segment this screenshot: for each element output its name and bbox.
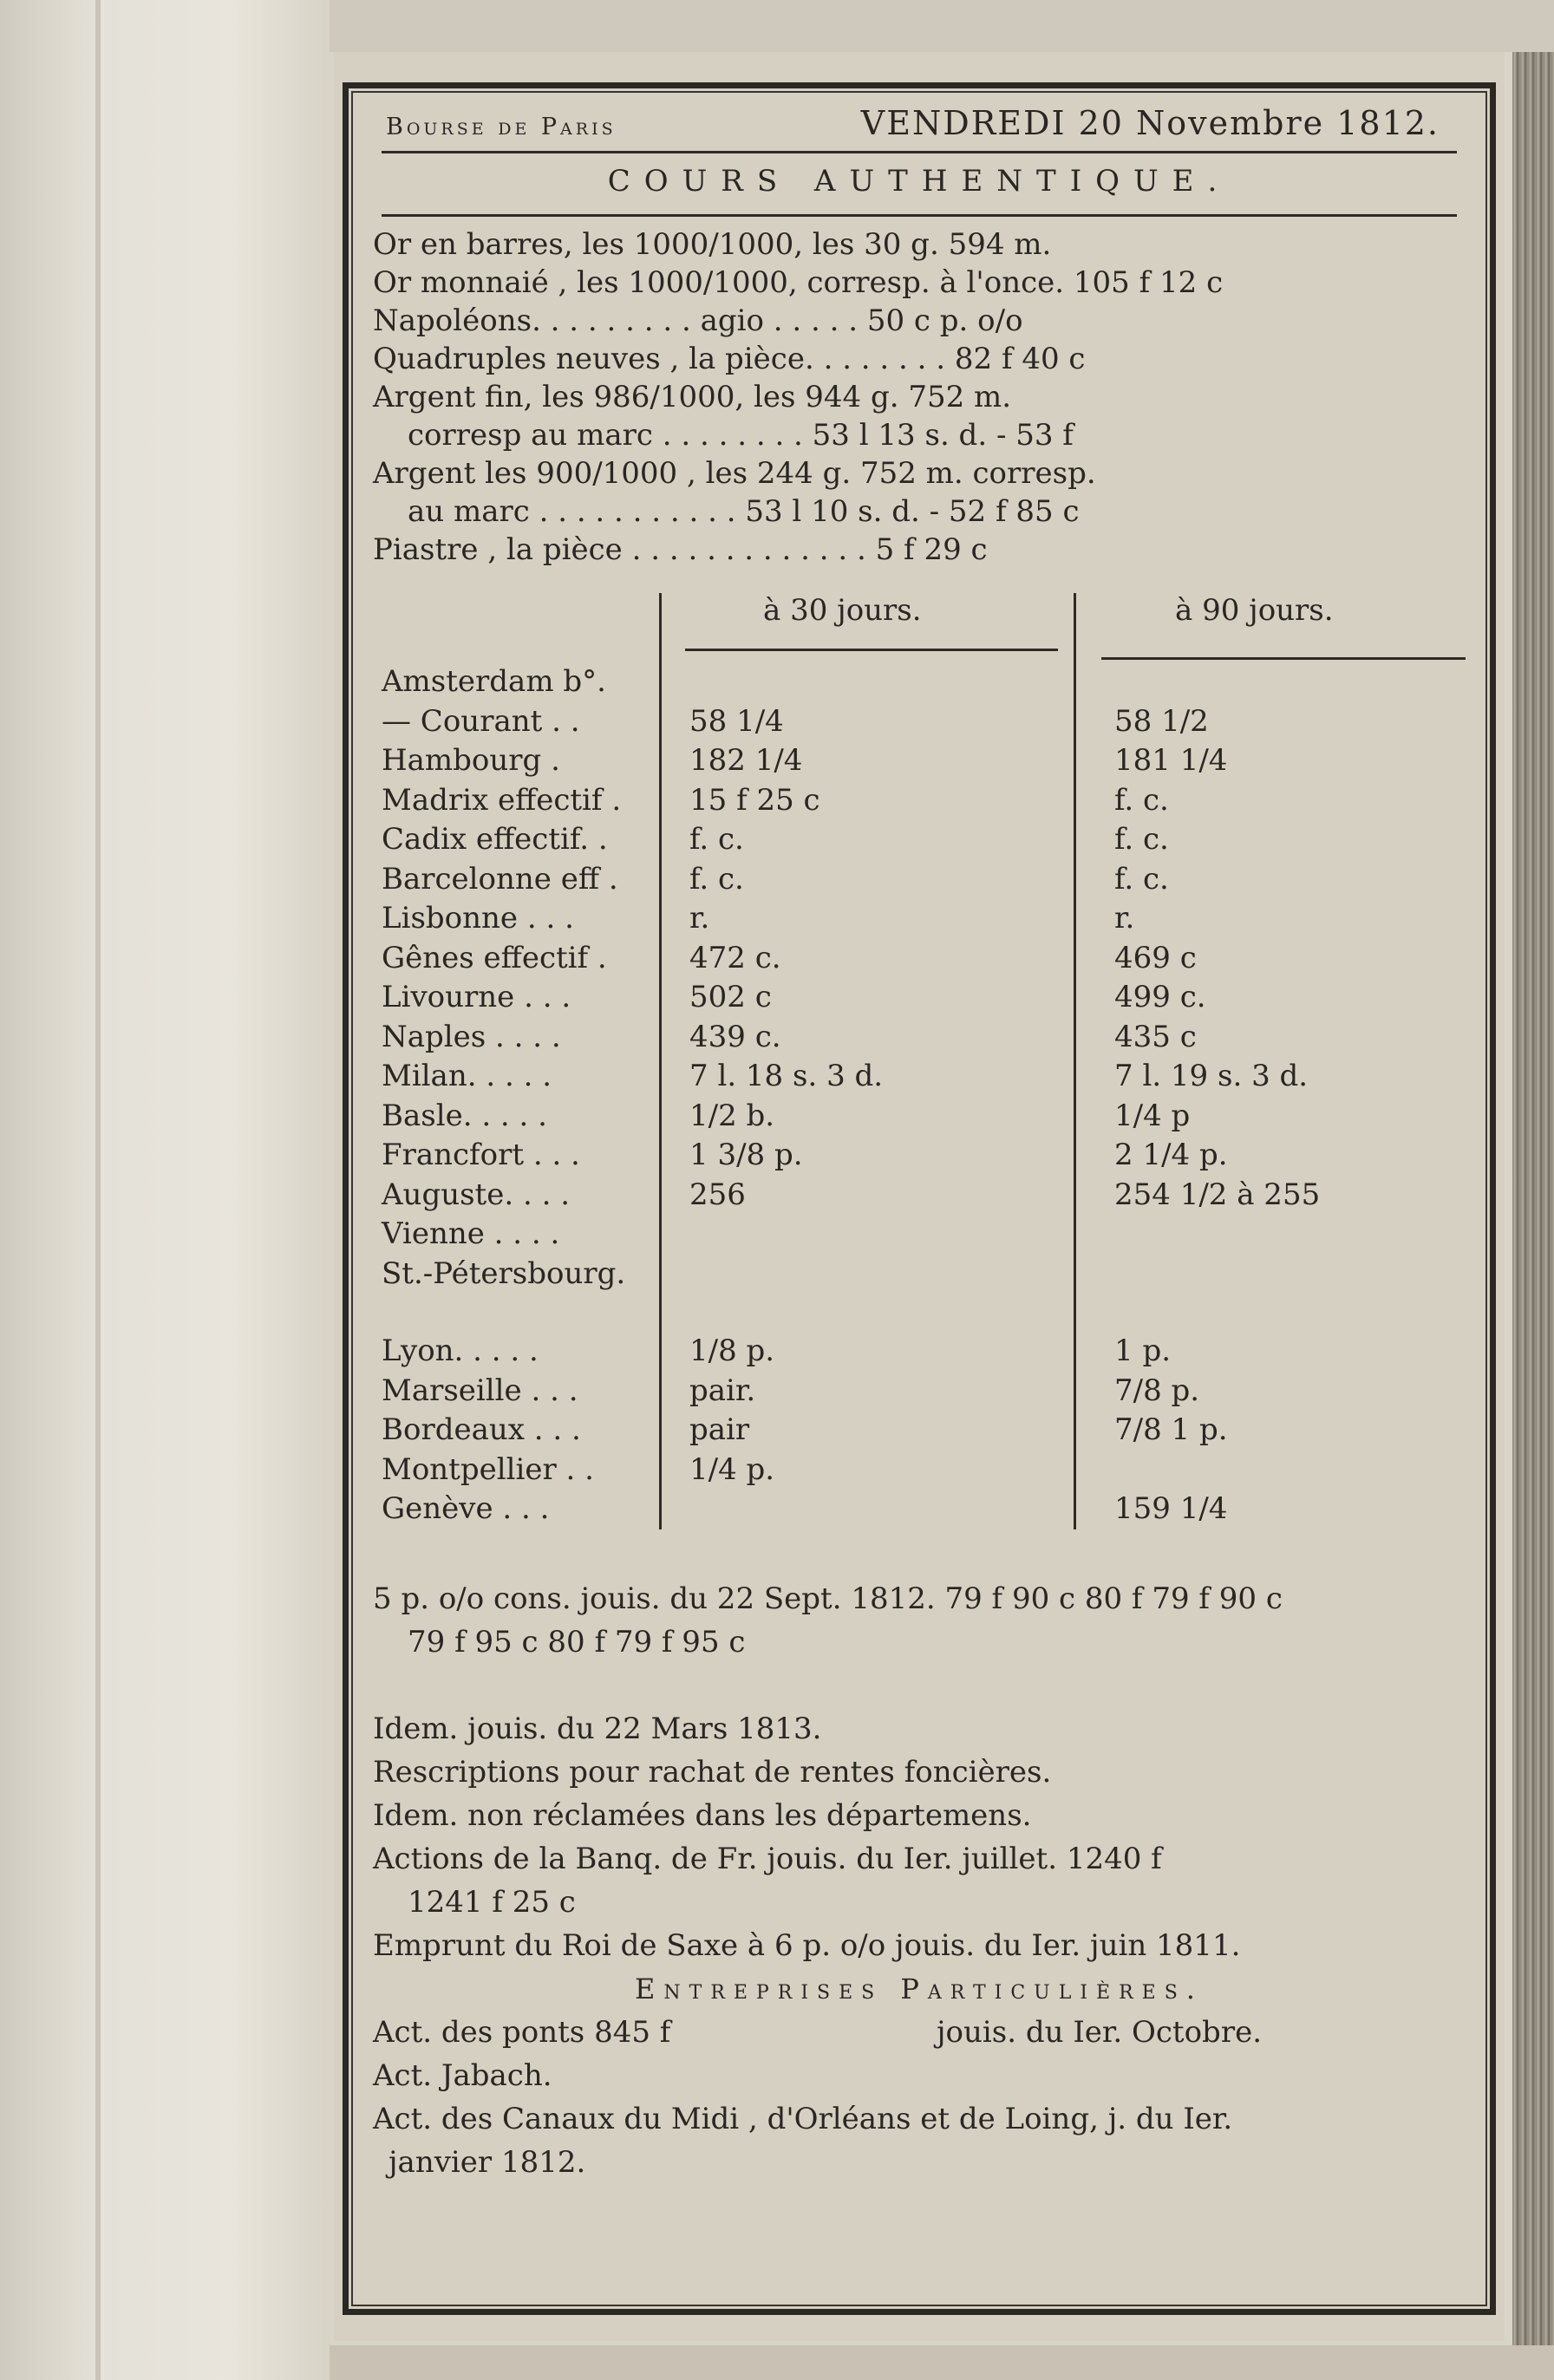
- rate-90: 254 1/2 à 255: [1114, 1177, 1321, 1212]
- rate-30: 1 3/8 p.: [689, 1138, 803, 1172]
- table-row: [373, 1411, 1466, 1451]
- rate-30: r.: [689, 901, 710, 936]
- fund-line: Actions de la Banq. de Fr. jouis. du Ier. juillet. 1240 f: [373, 1842, 1162, 1876]
- section-heading: Entreprises Particulières.: [635, 1972, 1204, 2005]
- table-row: [373, 662, 1466, 702]
- place-name: Francfort . . .: [382, 1138, 580, 1172]
- metal-line: Argent les 900/1000 , les 244 g. 752 m. corresp.: [373, 456, 1096, 491]
- rate-90: 1 p.: [1114, 1333, 1172, 1368]
- rate-90: 2 1/4 p.: [1114, 1138, 1228, 1172]
- metals-list: [373, 225, 1466, 569]
- rate-90: 1/4 p: [1114, 1098, 1191, 1133]
- rate-30: 502 c: [689, 980, 772, 1014]
- place-name: Lisbonne . . .: [382, 901, 574, 936]
- rate-30: 7 l. 18 s. 3 d.: [689, 1059, 884, 1093]
- fund-line: Idem. jouis. du 22 Mars 1813.: [373, 1712, 822, 1746]
- metal-line: Or monnaié , les 1000/1000, corresp. à l'once. 105 f 12 c: [373, 265, 1224, 300]
- table-row: [373, 1176, 1466, 1216]
- fund-line: Emprunt du Roi de Saxe à 6 p. o/o jouis. du Ier. juin 1811.: [373, 1928, 1241, 1963]
- ponts-jouissance: jouis. du Ier. Octobre.: [937, 2015, 1262, 2050]
- fund-line: 79 f 95 c 80 f 79 f 95 c: [408, 1625, 746, 1659]
- rate-90: f. c.: [1114, 782, 1169, 818]
- rate-30: 1/2 b.: [689, 1098, 775, 1133]
- table-row: [373, 820, 1466, 860]
- rate-90: 7/8 1 p.: [1114, 1412, 1228, 1447]
- place-name: Barcelonne eff .: [382, 861, 618, 897]
- place-name: Milan. . . . .: [382, 1059, 552, 1093]
- metal-line: Napoléons. . . . . . . . . agio . . . . . 50 c p. o/o: [373, 303, 1023, 338]
- place-name: Lyon. . . . .: [382, 1333, 539, 1368]
- table-row: [373, 978, 1466, 1018]
- column-header-rule: [1101, 657, 1466, 660]
- place-name: Madrix effectif .: [382, 782, 622, 818]
- rate-90: 7 l. 19 s. 3 d.: [1114, 1059, 1309, 1093]
- table-row: [373, 1332, 1466, 1372]
- place-name: Vienne . . . .: [382, 1216, 560, 1251]
- column-header-rule: [685, 649, 1058, 651]
- rate-30: 1/8 p.: [689, 1333, 775, 1368]
- rate-30: pair: [689, 1412, 750, 1447]
- rate-30: 256: [689, 1177, 746, 1212]
- rate-30: 439 c.: [689, 1019, 781, 1054]
- exchange-table: [373, 576, 1466, 1577]
- rate-90: 435 c: [1114, 1019, 1197, 1054]
- fund-line: Rescriptions pour rachat de rentes foncières.: [373, 1755, 1052, 1790]
- table-row: [373, 781, 1466, 821]
- fund-line: Act. Jabach.: [373, 2058, 552, 2093]
- place-name: Montpellier . .: [382, 1451, 594, 1487]
- fund-line: Act. des Canaux du Midi , d'Orléans et de Loing, j. du Ier.: [373, 2102, 1233, 2136]
- metal-line: Piastre , la pièce . . . . . . . . . . . . . 5 f 29 c: [373, 532, 988, 567]
- table-row: [373, 1372, 1466, 1412]
- table-row: [373, 1255, 1466, 1294]
- place-name: Bordeaux . . .: [382, 1412, 581, 1447]
- rate-90: 7/8 p.: [1114, 1373, 1200, 1408]
- bourse-label: Bourse de Paris: [386, 114, 617, 140]
- rate-30: f. c.: [689, 861, 744, 897]
- rate-90: 159 1/4: [1114, 1491, 1228, 1526]
- fund-line: Idem. non réclamées dans les départemens.: [373, 1798, 1032, 1833]
- place-name: — Courant . .: [382, 703, 580, 739]
- rate-90: 181 1/4: [1114, 743, 1228, 778]
- place-name: Auguste. . . .: [382, 1177, 570, 1212]
- column-header-30: à 30 jours.: [763, 593, 922, 628]
- place-name: Marseille . . .: [382, 1373, 578, 1408]
- place-name: Genève . . .: [382, 1491, 550, 1526]
- funds-section: [373, 1577, 1466, 2184]
- table-row: [373, 1215, 1466, 1255]
- rate-30: pair.: [689, 1373, 756, 1408]
- column-header-90: à 90 jours.: [1175, 593, 1334, 628]
- fund-line: janvier 1812.: [388, 2145, 586, 2180]
- table-gap: [373, 1294, 1466, 1332]
- metal-line: corresp au marc . . . . . . . . 53 l 13 s. d. - 53 f: [408, 418, 1074, 453]
- rate-90: 499 c.: [1114, 980, 1206, 1014]
- place-name: Basle. . . . .: [382, 1098, 547, 1133]
- ponts-price: Act. des ponts 845 f: [373, 2015, 671, 2050]
- fund-line: [373, 1664, 1466, 1707]
- table-row: [373, 1018, 1466, 1058]
- title-rule: [382, 214, 1457, 217]
- table-row: [373, 1097, 1466, 1137]
- table-row: [373, 899, 1466, 939]
- metal-line: au marc . . . . . . . . . . . 53 l 10 s. d. - 52 f 85 c: [408, 494, 1080, 529]
- bottom-band: [330, 2345, 1554, 2380]
- table-row: [373, 1451, 1466, 1490]
- place-name: St.-Pétersbourg.: [382, 1255, 626, 1291]
- rate-30: 58 1/4: [689, 703, 784, 739]
- page-content: [373, 95, 1466, 2298]
- place-name: Gênes effectif .: [382, 940, 607, 975]
- table-row: [373, 1057, 1466, 1097]
- metal-line: Argent fin, les 986/1000, les 944 g. 752 m.: [373, 380, 1012, 414]
- page-header: [373, 104, 1466, 146]
- rate-90: f. c.: [1114, 822, 1169, 857]
- place-name: Hambourg .: [382, 743, 560, 778]
- place-name: Naples . . . .: [382, 1019, 561, 1054]
- rate-90: 469 c: [1114, 940, 1197, 975]
- page-title: COURS AUTHENTIQUE.: [607, 164, 1231, 199]
- table-row: [373, 1490, 1466, 1529]
- rate-30: 472 c.: [689, 940, 781, 975]
- fund-line: 1241 f 25 c: [408, 1885, 576, 1920]
- rate-30: f. c.: [689, 822, 744, 857]
- table-row: [373, 741, 1466, 781]
- table-row: [373, 860, 1466, 900]
- table-row: [373, 702, 1466, 742]
- rate-30: 182 1/4: [689, 743, 803, 778]
- left-page: [0, 0, 330, 2380]
- rate-90: 58 1/2: [1114, 703, 1209, 739]
- exchange-rows: [373, 662, 1466, 1529]
- metal-line: Or en barres, les 1000/1000, les 30 g. 594 m.: [373, 227, 1052, 262]
- metal-line: Quadruples neuves , la pièce. . . . . . . . 82 f 40 c: [373, 342, 1086, 376]
- rate-90: r.: [1114, 901, 1135, 936]
- place-name: Livourne . . .: [382, 980, 571, 1014]
- place-name: Cadix effectif. .: [382, 822, 608, 857]
- table-row: [373, 1136, 1466, 1176]
- fund-line: 5 p. o/o cons. jouis. du 22 Sept. 1812. 79 f 90 c 80 f 79 f 90 c: [373, 1581, 1283, 1616]
- rate-90: f. c.: [1114, 861, 1169, 897]
- date-label: VENDREDI 20 Novembre 1812.: [860, 104, 1440, 142]
- rate-30: 1/4 p.: [689, 1451, 775, 1487]
- fund-line: [373, 2011, 1466, 2054]
- place-name: Amsterdam b°.: [382, 664, 606, 699]
- top-band: [330, 0, 1554, 52]
- table-row: [373, 939, 1466, 979]
- rate-30: 15 f 25 c: [689, 782, 820, 818]
- page-edges: [1512, 52, 1554, 2358]
- left-page-edge: [95, 0, 101, 2380]
